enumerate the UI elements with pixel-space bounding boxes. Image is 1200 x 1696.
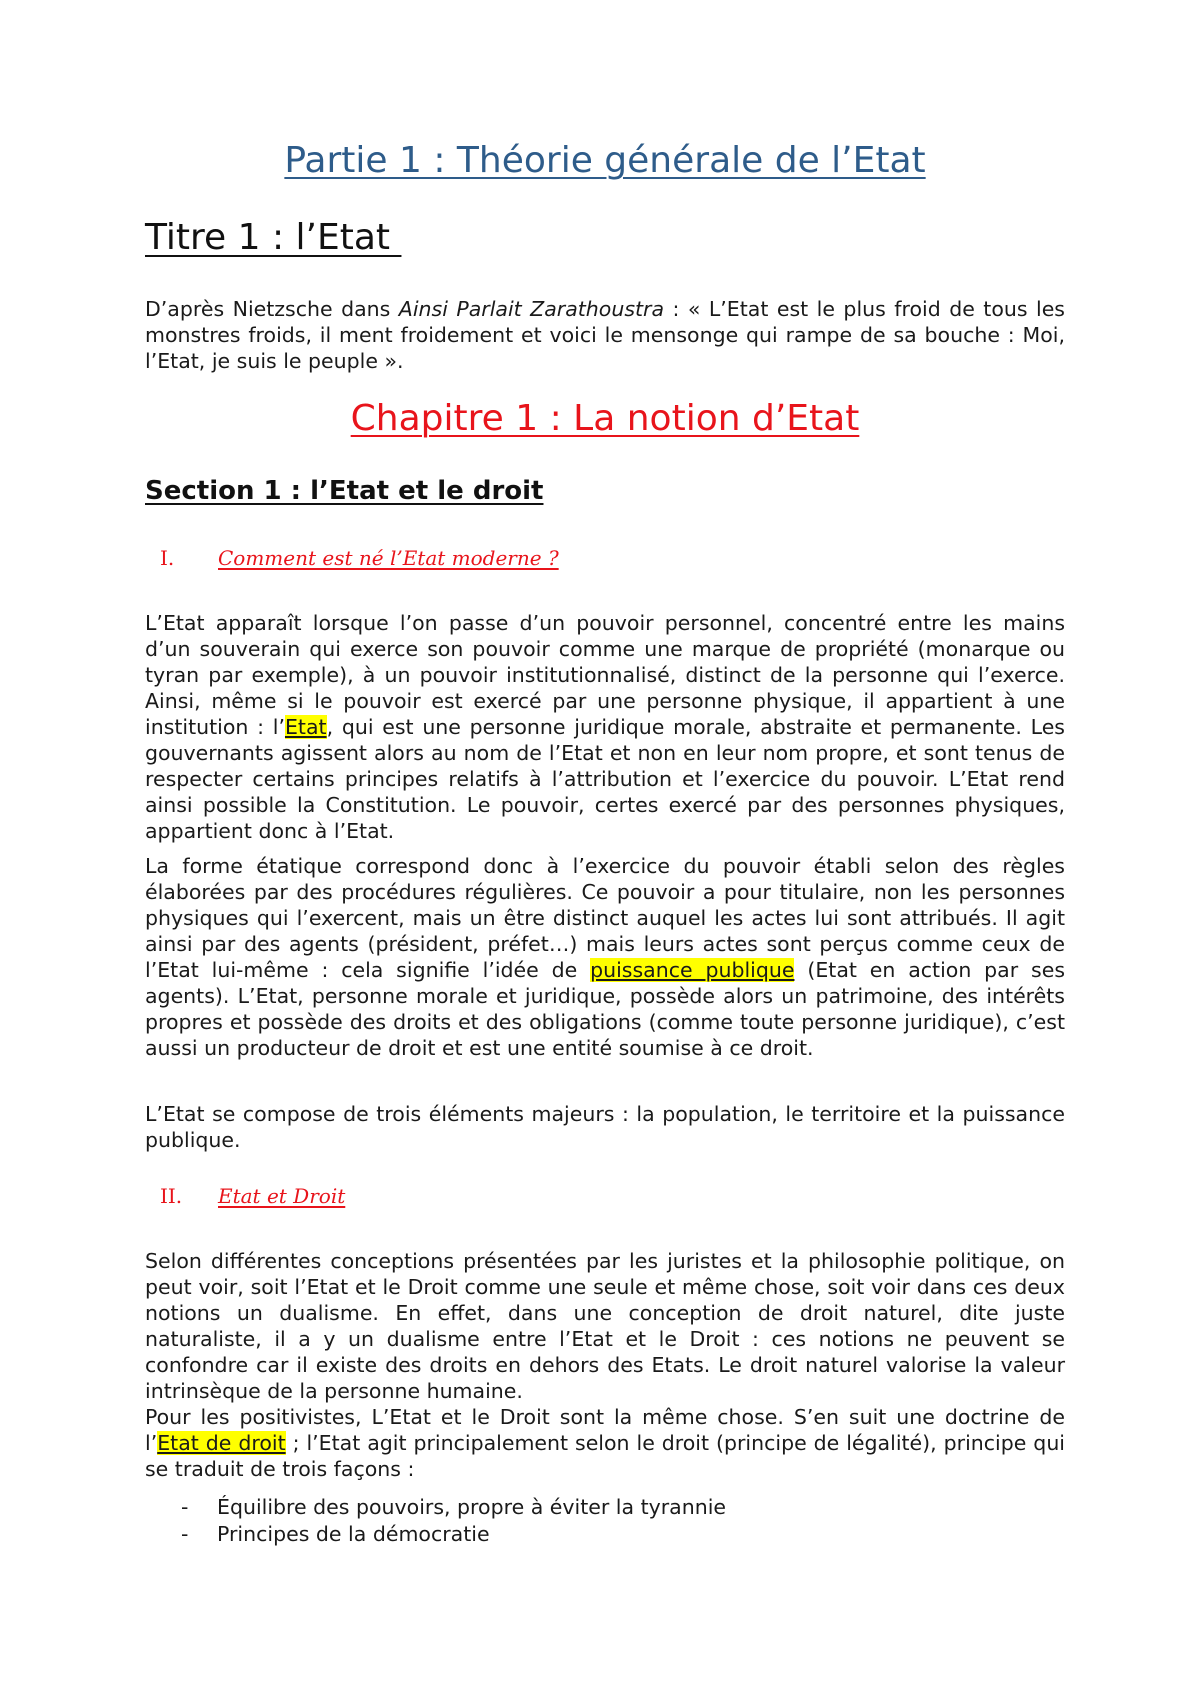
- paragraph-2: [145, 853, 1065, 1061]
- paragraph-4-block: [145, 1248, 1065, 1482]
- quote-text: : « L’Etat est le plus froid de tous les monstres froids, il ment froidement et voici le mensonge qui rampe de sa bouche : Moi, l’Etat, je suis le peuple ».: [145, 297, 1065, 373]
- paragraph-2-block: [145, 853, 1065, 1061]
- paragraph-3: L’Etat se compose de trois éléments majeurs : la population, le territoire et la puissance publique.: [145, 1102, 1065, 1152]
- subheading-2-number: II.: [160, 1184, 183, 1208]
- list-dash: -: [181, 1522, 189, 1546]
- paragraph-1-block: [145, 610, 1065, 844]
- subheading-1: [160, 546, 559, 570]
- list-item: [145, 1494, 1065, 1521]
- nietzsche-quote: [145, 296, 1065, 374]
- paragraph-4b: [145, 1404, 1065, 1482]
- list-item: [145, 1521, 1065, 1548]
- subheading-2-label: Etat et Droit: [218, 1184, 346, 1208]
- section-title: Section 1 : l’Etat et le droit: [145, 476, 544, 506]
- subheading-1-number: I.: [160, 546, 175, 570]
- highlight-puissance-publique: puissance publique: [590, 958, 795, 982]
- principles-list: [145, 1494, 1065, 1548]
- paragraph-2-before: La forme étatique correspond donc à l’exercice du pouvoir établi selon des règles élaborées par des procédures régulières. Ce pouvoir a pour titulaire, non les personnes physiques qui l’exercent, mais un être distinct auquel les actes lui sont attribués. Il agit ainsi par des agents (président, préfet…) mais leurs actes sont perçus comme ceux de l’Etat lui-même : cela signifie l’idée de: [145, 854, 1065, 982]
- subheading-2: [160, 1184, 345, 1208]
- chapitre-title: Chapitre 1 : La notion d’Etat: [350, 398, 860, 439]
- paragraph-2-after: (Etat en action par ses agents). L’Etat, personne morale et juridique, possède alors un patrimoine, des intérêts propres et possède des droits et des obligations (comme toute personne juridique), c’est aussi un producteur de droit et est une entité soumise à ce droit.: [145, 958, 1065, 1060]
- paragraph-1-before: L’Etat apparaît lorsque l’on passe d’un pouvoir personnel, concentré entre les mains d’un souverain qui exerce son pouvoir comme une marque de propriété (monarque ou tyran par exemple), à un pouvoir institutionnalisé, distinct de la personne qui l’exerce. Ainsi, même si le pouvoir est exercé par une personne physique, il appartient à une institution : l’: [145, 611, 1065, 739]
- titre-title: Titre 1 : l’Etat: [145, 217, 402, 258]
- quote-book-title: Ainsi Parlait Zarathoustra: [398, 297, 665, 321]
- highlight-etat: Etat: [284, 715, 327, 739]
- quote-intro: D’après Nietzsche dans: [145, 297, 399, 321]
- paragraph-4-before: Pour les positivistes, L’Etat et le Droit sont la même chose. S’en suit une doctrine de l’: [145, 1405, 1065, 1455]
- subheading-1-label: Comment est né l’Etat moderne ?: [218, 546, 559, 570]
- paragraph-3-block: [145, 1101, 1065, 1153]
- list-item-text: Principes de la démocratie: [217, 1522, 490, 1546]
- paragraph-1-after: , qui est une personne juridique morale, abstraite et permanente. Les gouvernants agissent alors au nom de l’Etat et non en leur nom propre, et sont tenus de respecter certains principes relatifs à l’attribution et l’exercice du pouvoir. L’Etat rend ainsi possible la Constitution. Le pouvoir, certes exercé par des personnes physiques, appartient donc à l’Etat.: [145, 715, 1065, 843]
- list-item-text: Équilibre des pouvoirs, propre à éviter la tyrannie: [217, 1495, 727, 1519]
- paragraph-4a: Selon différentes conceptions présentées par les juristes et la philosophie politique, on peut voir, soit l’Etat et le Droit comme une seule et même chose, soit voir dans ces deux notions un dualisme. En effet, dans une conception de droit naturel, dite juste naturaliste, il a y un dualisme entre l’Etat et le Droit : ces notions ne peuvent se confondre car il existe des droits en dehors des Etats. Le droit naturel valorise la valeur intrinsèque de la personne humaine.: [145, 1249, 1065, 1403]
- partie-title: Partie 1 : Théorie générale de l’Etat: [284, 140, 926, 181]
- list-dash: -: [181, 1495, 189, 1519]
- paragraph-1: [145, 610, 1065, 844]
- highlight-etat-de-droit: Etat de droit: [157, 1431, 286, 1455]
- paragraph-4-after: ; l’Etat agit principalement selon le droit (principe de légalité), principe qui se traduit de trois façons :: [145, 1431, 1066, 1481]
